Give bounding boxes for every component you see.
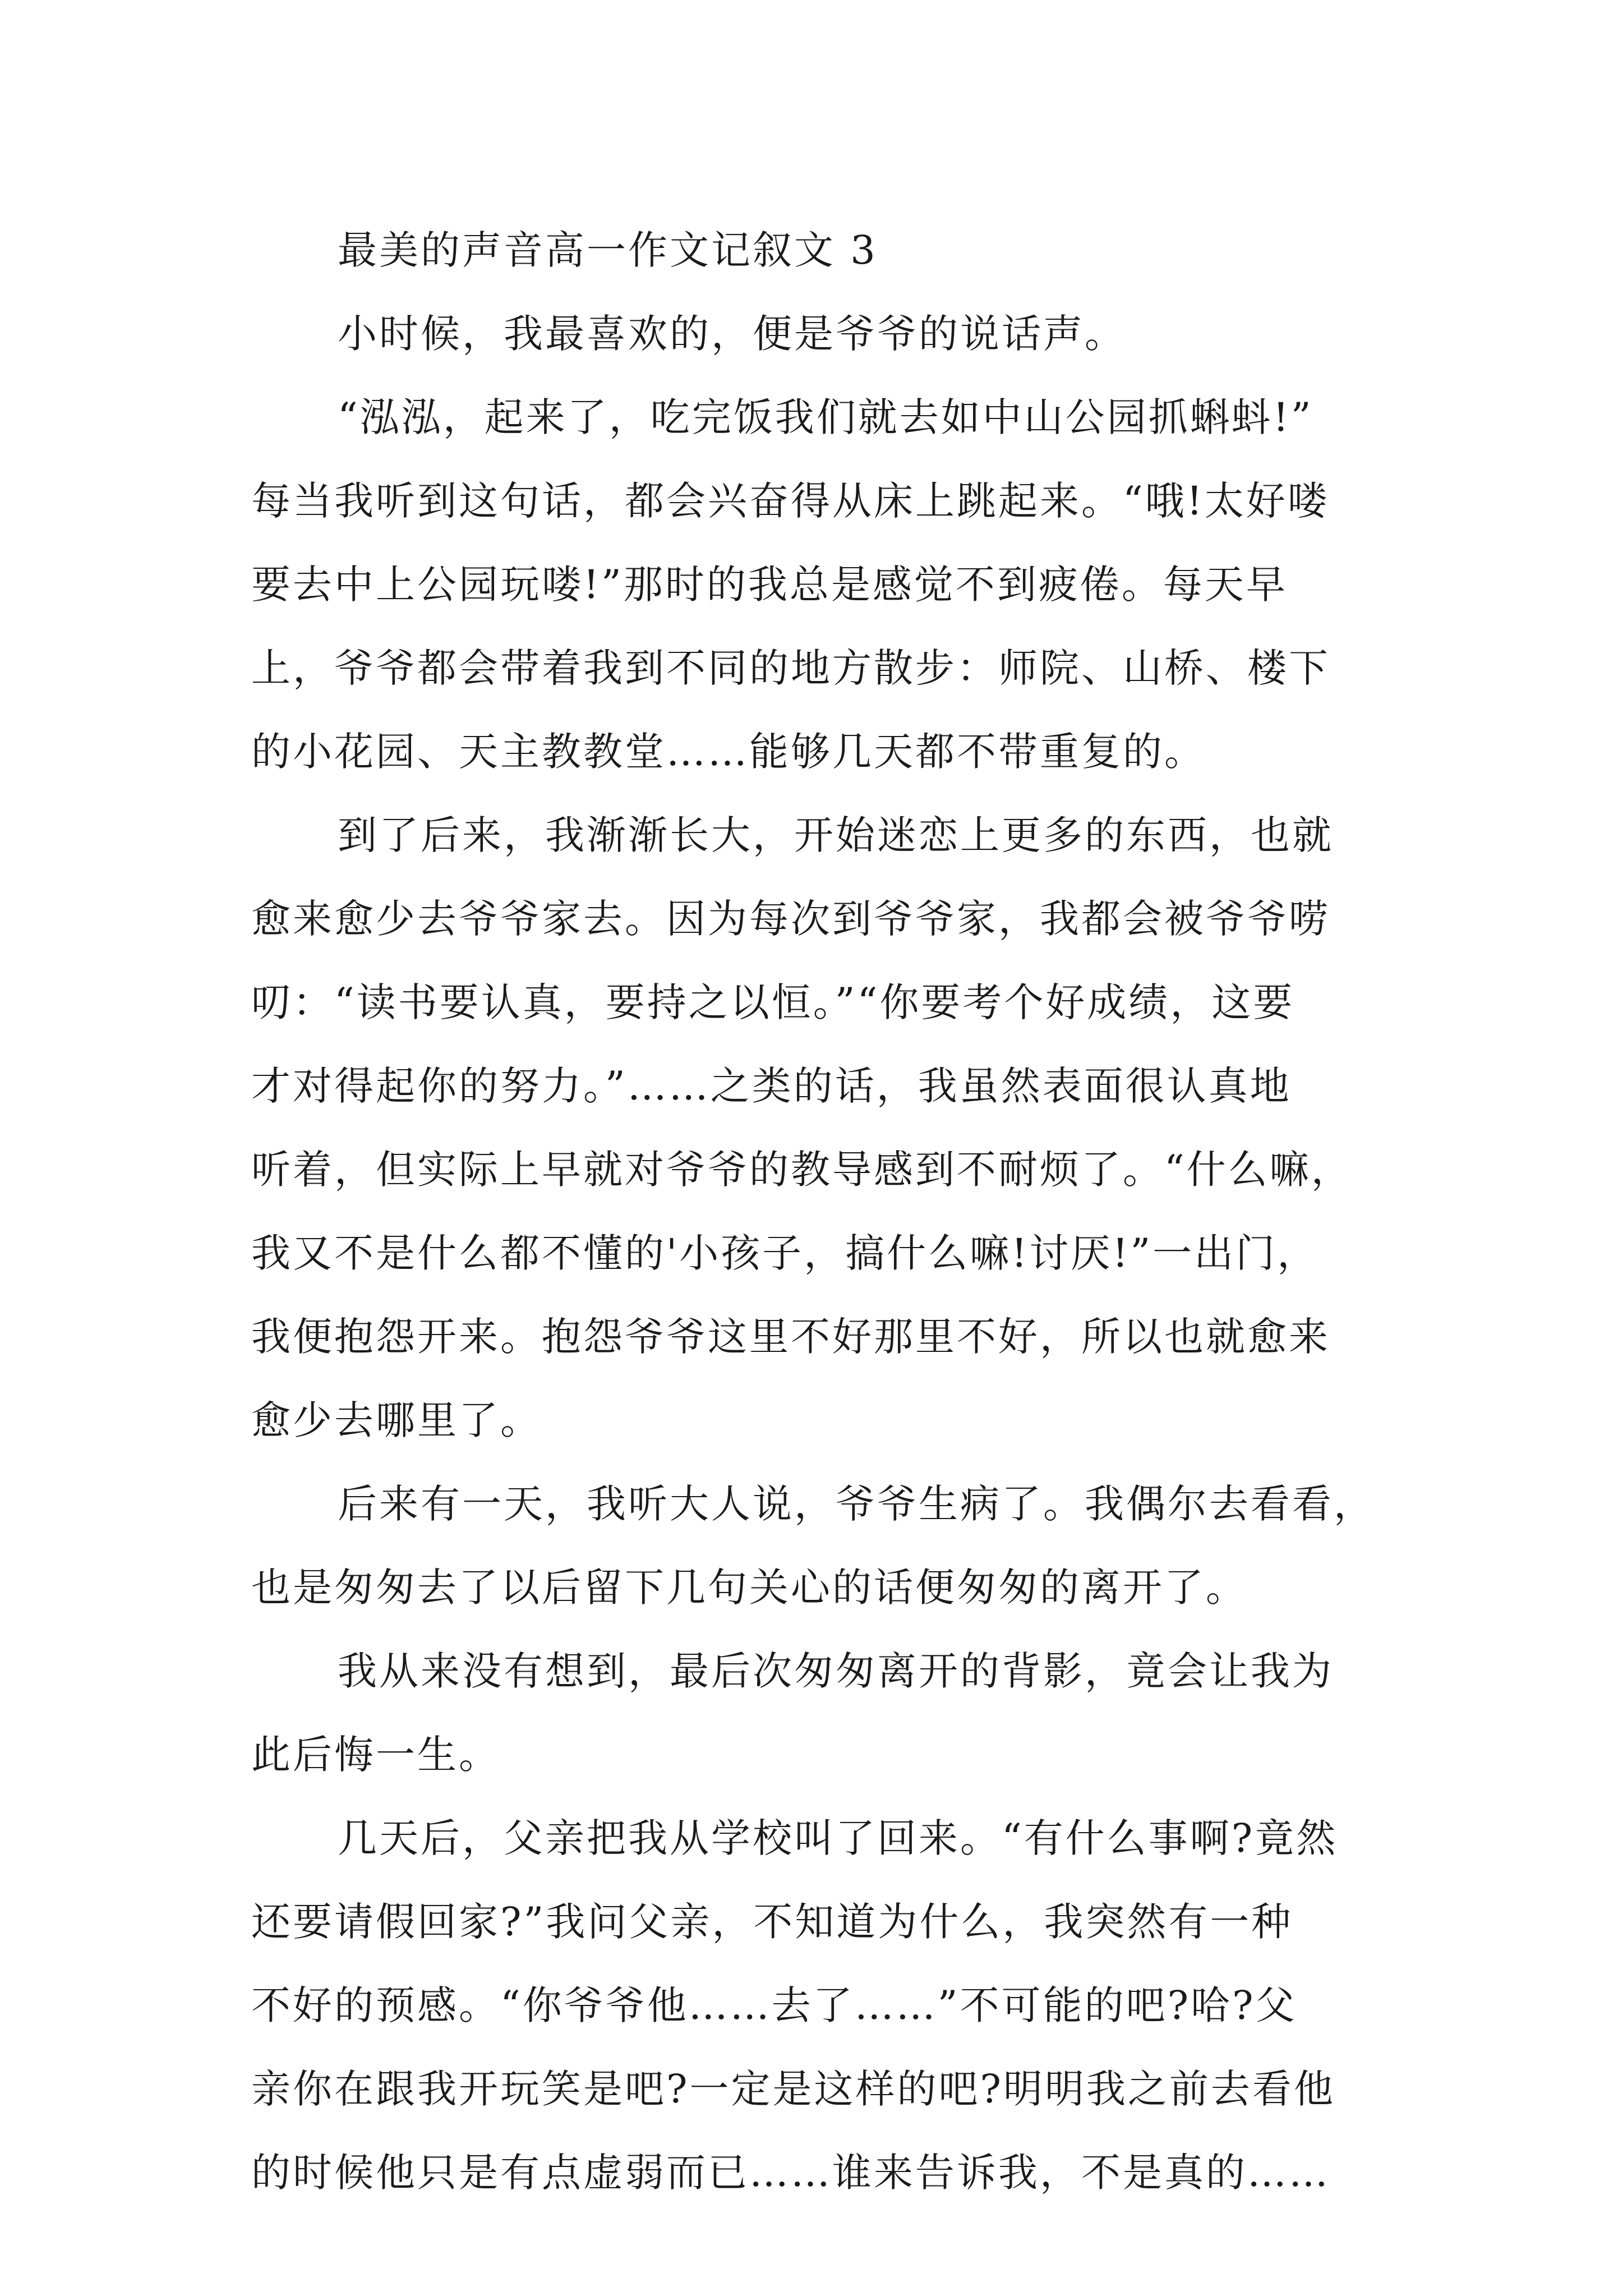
text-line: 上，爷爷都会带着我到不同的地方散步：师院、山桥、楼下 [251,645,1330,691]
paragraph-1 [251,292,1373,376]
text-line: 也是匆匆去了以后留下几句关心的话便匆匆的离开了。 [251,1565,1247,1611]
text-line: 此后悔一生。 [251,1732,500,1778]
text-line: 几天后，父亲把我从学校叫了回来。“有什么事啊?竟然 [338,1815,1338,1861]
text-line: 我从来没有想到，最后次匆匆离开的背影，竟会让我为 [338,1648,1334,1694]
text-line: 愈少去哪里了。 [251,1397,542,1443]
text-line: 小时候，我最喜欢的，便是爷爷的说话声。 [338,311,1126,357]
text-line: 听着，但实际上早就对爷爷的教导感到不耐烦了。“什么嘛， [251,1147,1353,1193]
paragraph-6 [251,1797,1373,2215]
text-line: 我便抱怨开来。抱怨爷爷这里不好那里不好，所以也就愈来 [251,1314,1330,1360]
document-body [251,209,1373,2215]
text-line: 才对得起你的努力。”……之类的话，我虽然表面很认真地 [251,1063,1292,1109]
paragraph-5 [251,1630,1373,1797]
text-line: 还要请假回家?”我问父亲，不知道为什么，我突然有一种 [251,1899,1293,1945]
text-line: “泓泓，起来了，吃完饭我们就去如中山公园抓蝌蚪!” [338,394,1313,440]
text-line: 到了后来，我渐渐长大，开始迷恋上更多的东西，也就 [338,812,1334,858]
text-line: 的时候他只是有点虚弱而已……谁来告诉我，不是真的…… [251,2150,1330,2196]
text-line: 叨：“读书要认真，要持之以恒。”“你要考个好成绩，这要 [251,979,1295,1025]
text-line: 要去中上公园玩喽!”那时的我总是感觉不到疲倦。每天早 [251,562,1288,608]
paragraph-3 [251,794,1373,1462]
paragraph-2 [251,376,1373,794]
text-line: 的小花园、天主教教堂……能够几天都不带重复的。 [251,729,1206,775]
text-line: 不好的预感。“你爷爷他……去了……”不可能的吧?哈?父 [251,1982,1297,2028]
paragraph-4 [251,1462,1373,1630]
text-line: 每当我听到这句话，都会兴奋得从床上跳起来。“哦!太好喽 [251,478,1329,524]
document-title: 最美的声音高一作文记叙文 3 [338,227,878,273]
text-line: 愈来愈少去爷爷家去。因为每次到爷爷家，我都会被爷爷唠 [251,896,1330,942]
text-line: 亲你在跟我开玩笑是吧?一定是这样的吧?明明我之前去看他 [251,2066,1336,2112]
text-line: 我又不是什么都不懂的'小孩子，搞什么嘛!讨厌!”一出门， [251,1230,1319,1276]
text-line: 后来有一天，我听大人说，爷爷生病了。我偶尔去看看， [338,1481,1375,1527]
